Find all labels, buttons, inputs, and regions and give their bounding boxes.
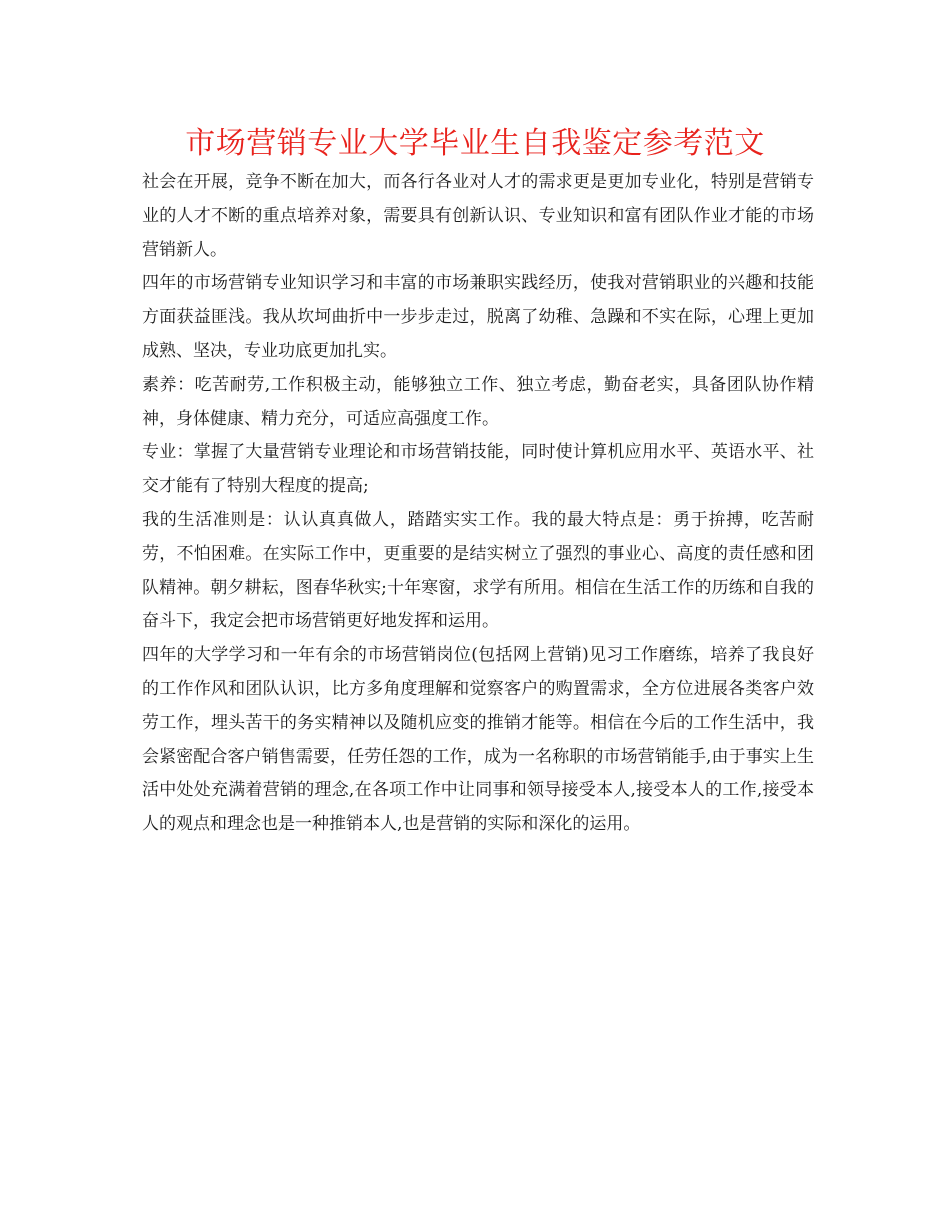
paragraph-life-principles: 我的生活准则是：认认真真做人，踏踏实实工作。我的最大特点是：勇于拚搏，吃苦耐劳，不怕困难。在实际工作中，更重要的是结实树立了强烈的事业心、高度的责任感和团队精神。朝夕耕耘，图春华秋实;十年寒窗，求学有所用。相信在生活工作的历练和自我的奋斗下，我定会把市场营销更好地发挥和运用。	[142, 509, 814, 632]
document-title: 市场营销专业大学毕业生自我鉴定参考范文	[185, 126, 765, 161]
document-body	[142, 166, 814, 842]
paragraph-profession: 专业：掌握了大量营销专业理论和市场营销技能，同时使计算机应用水平、英语水平、社交才能有了特别大程度的提高;	[142, 442, 814, 497]
paragraph-intro: 社会在开展，竞争不断在加大，而各行各业对人才的需求更是更加专业化，特别是营销专业的人才不断的重点培养对象，需要具有创新认识、专业知识和富有团队作业才能的市场营销新人。	[142, 172, 814, 260]
paragraph-study-experience: 四年的市场营销专业知识学习和丰富的市场兼职实践经历，使我对营销职业的兴趣和技能方面获益匪浅。我从坎坷曲折中一步步走过，脱离了幼稚、急躁和不实在际，心理上更加成熟、坚决，专业功底更加扎实。	[142, 273, 814, 361]
paragraph-quality: 素养：吃苦耐劳,工作积极主动，能够独立工作、独立考虑，勤奋老实，具备团队协作精神，身体健康、精力充分，可适应高强度工作。	[142, 374, 814, 429]
paragraph-conclusion: 四年的大学学习和一年有余的市场营销岗位(包括网上营销)见习工作磨练，培养了我良好的工作作风和团队认识，比方多角度理解和觉察客户的购置需求，全方位进展各类客户效劳工作，埋头苦干的务实精神以及随机应变的推销才能等。相信在今后的工作生活中，我会紧密配合客户销售需要，任劳任怨的工作，成为一名称职的市场营销能手,由于事实上生活中处处充满着营销的理念,在各项工作中让同事和领导接受本人,接受本人的工作,接受本人的观点和理念也是一种推销本人,也是营销的实际和深化的运用。	[142, 645, 814, 835]
